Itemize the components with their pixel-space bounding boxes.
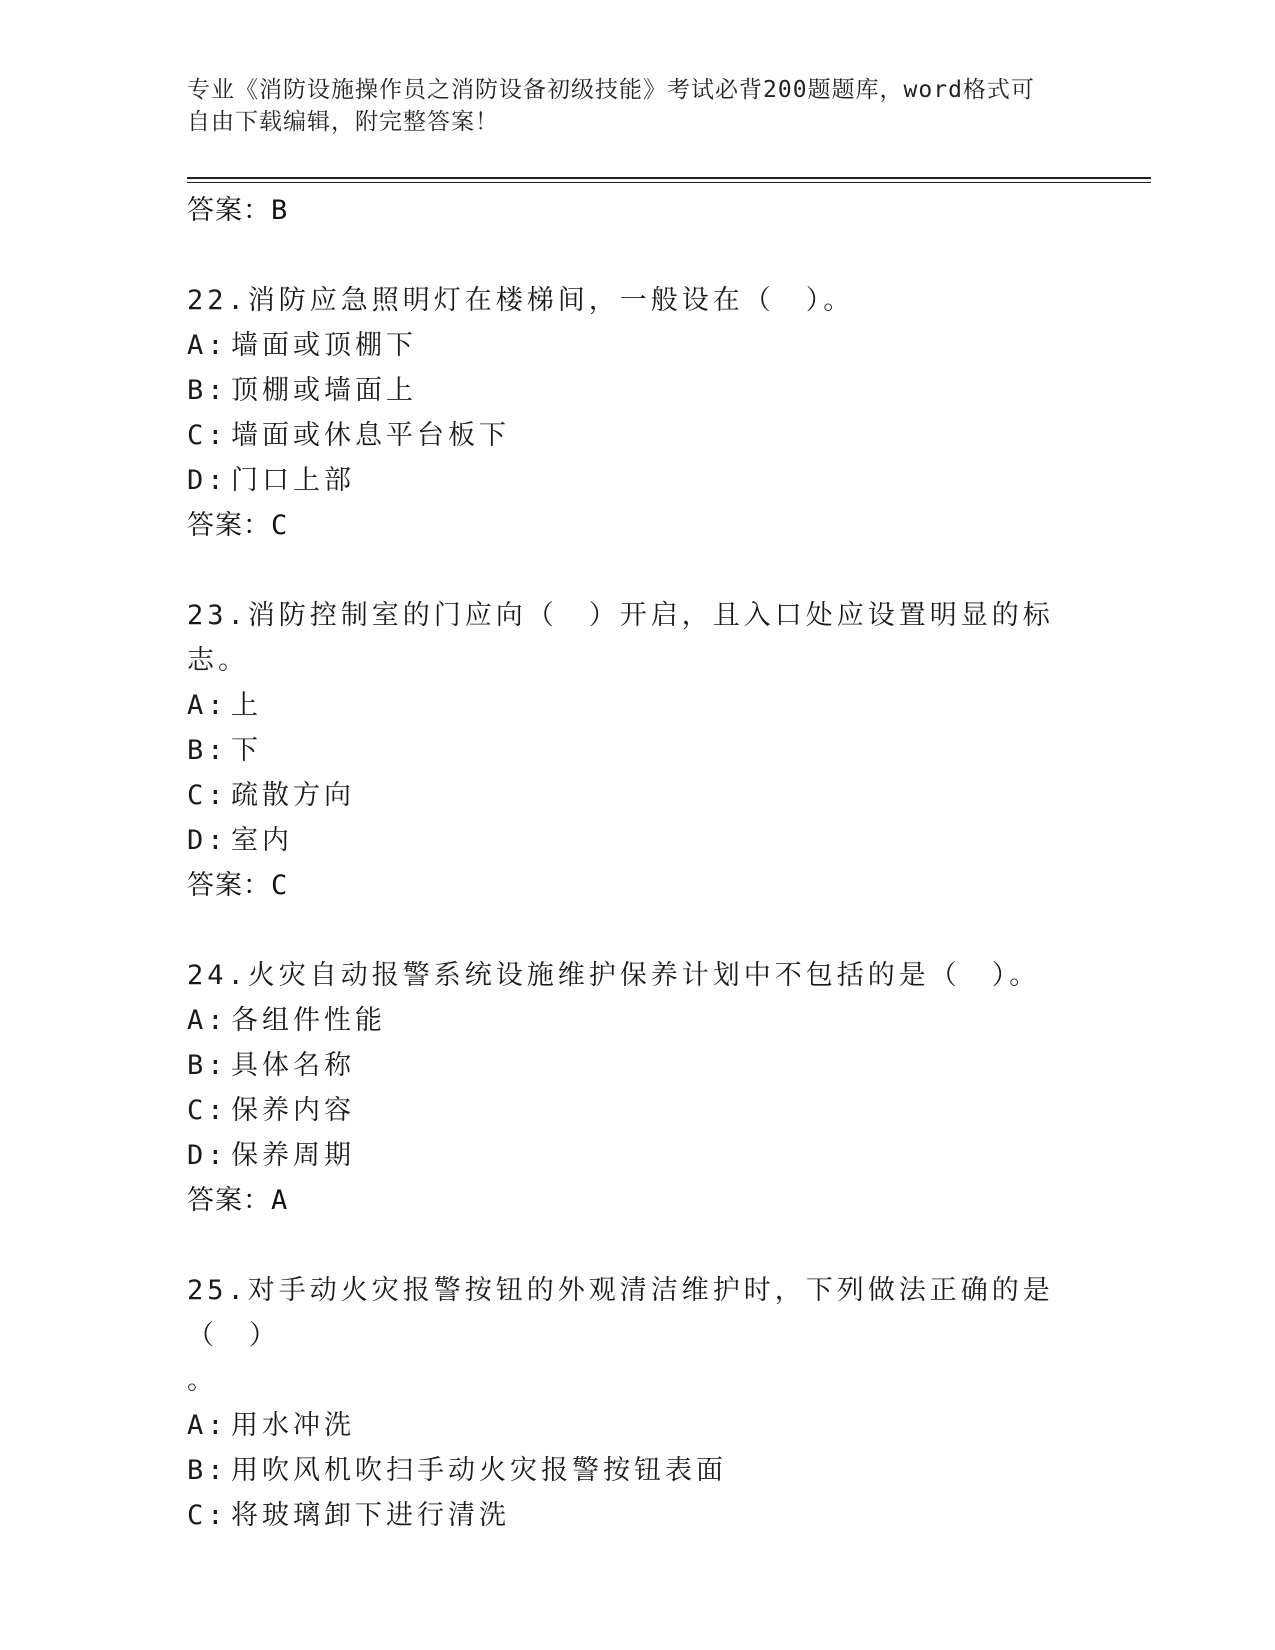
option-c [187,413,1087,458]
option-a [187,683,1087,728]
question-stem: 23.消防控制室的门应向（ ）开启，且入口处应设置明显的标志。 [187,600,1054,676]
option-c [187,1088,1087,1133]
question-stem-continuation: 。 [187,1365,218,1396]
option-letter: A: [187,690,228,721]
option-b [187,1448,1087,1493]
option-c [187,773,1087,818]
question-22 [187,278,1087,549]
option-text: 上 [231,690,262,721]
header-line-1: 专业《消防设施操作员之消防设备初级技能》考试必背200题题库，word格式可 [187,77,1035,103]
option-a [187,998,1087,1043]
option-text: 保养内容 [231,1095,355,1126]
answer: 答案：C [187,870,289,901]
option-text: 墙面或休息平台板下 [231,420,510,451]
option-text: 疏散方向 [231,780,355,811]
option-c [187,1493,1087,1538]
header-line-2: 自由下载编辑，附完整答案！ [187,109,499,135]
header-divider-thin [187,182,1151,183]
option-text: 门口上部 [231,465,355,496]
option-text: 各组件性能 [231,1005,386,1036]
question-25 [187,1268,1087,1538]
answer-21: 答案：B [187,195,289,226]
question-23 [187,593,1087,909]
question-24 [187,953,1087,1224]
option-letter: C: [187,780,228,811]
option-d [187,1133,1087,1178]
option-letter: B: [187,735,228,766]
question-stem: 25.对手动火灾报警按钮的外观清洁维护时，下列做法正确的是（ ） [187,1275,1054,1351]
option-text: 用水冲洗 [231,1410,355,1441]
option-letter: B: [187,1455,228,1486]
option-letter: C: [187,1500,228,1531]
option-text: 将玻璃卸下进行清洗 [231,1500,510,1531]
answer: 答案：C [187,510,289,541]
option-b [187,728,1087,773]
question-stem: 24.火灾自动报警系统设施维护保养计划中不包括的是（ ）。 [187,960,1041,991]
option-text: 用吹风机吹扫手动火灾报警按钮表面 [231,1455,727,1486]
option-text: 室内 [231,825,293,856]
option-letter: A: [187,1410,228,1441]
option-d [187,818,1087,863]
option-letter: B: [187,1050,228,1081]
option-b [187,1043,1087,1088]
option-a [187,323,1087,368]
option-letter: D: [187,1140,228,1171]
option-text: 墙面或顶棚下 [231,330,417,361]
option-letter: A: [187,1005,228,1036]
option-text: 下 [231,735,262,766]
option-a [187,1403,1087,1448]
option-b [187,368,1087,413]
option-letter: D: [187,465,228,496]
question-stem: 22.消防应急照明灯在楼梯间，一般设在（ ）。 [187,285,855,316]
option-text: 顶棚或墙面上 [231,375,417,406]
option-letter: D: [187,825,228,856]
option-letter: C: [187,1095,228,1126]
answer: 答案：A [187,1185,289,1216]
question-list [187,188,1087,1582]
header-divider-thick [187,177,1151,179]
option-letter: B: [187,375,228,406]
option-letter: A: [187,330,228,361]
option-text: 具体名称 [231,1050,355,1081]
option-text: 保养周期 [231,1140,355,1171]
document-header [187,74,1067,138]
option-d [187,458,1087,503]
option-letter: C: [187,420,228,451]
